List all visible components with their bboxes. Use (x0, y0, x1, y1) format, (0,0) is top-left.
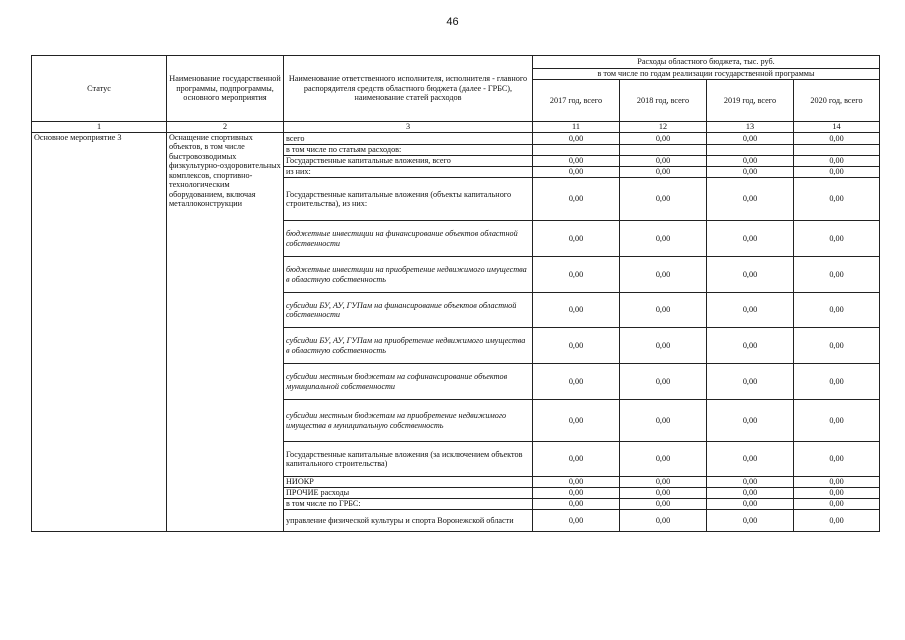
value-2019: 0,00 (707, 499, 794, 510)
value-2020 (794, 145, 880, 156)
value-2020: 0,00 (794, 328, 880, 364)
header-status: Статус (32, 56, 167, 122)
value-2020: 0,00 (794, 167, 880, 178)
row-label: бюджетные инвестиции на приобретение недвижимого имущества в областную собственность (284, 257, 533, 293)
value-2018: 0,00 (620, 488, 707, 499)
value-2017: 0,00 (533, 293, 620, 328)
value-2017: 0,00 (533, 510, 620, 532)
row-label: субсидии БУ, АУ, ГУПам на финансирование объектов областной собственности (284, 293, 533, 328)
value-2018: 0,00 (620, 510, 707, 532)
value-2019: 0,00 (707, 442, 794, 477)
value-2019: 0,00 (707, 477, 794, 488)
value-2020: 0,00 (794, 477, 880, 488)
value-2018: 0,00 (620, 328, 707, 364)
row-label: управление физической культуры и спорта Воронежской области (284, 510, 533, 532)
value-2017: 0,00 (533, 328, 620, 364)
row-label: из них: (284, 167, 533, 178)
header-year-2020: 2020 год, всего (794, 80, 880, 122)
row-label: в том числе по статьям расходов: (284, 145, 533, 156)
value-2020: 0,00 (794, 257, 880, 293)
value-2020: 0,00 (794, 510, 880, 532)
column-number: 12 (620, 122, 707, 133)
column-number-row (32, 122, 880, 133)
table-row (32, 133, 880, 145)
value-2019: 0,00 (707, 221, 794, 257)
value-2017: 0,00 (533, 477, 620, 488)
value-2017 (533, 145, 620, 156)
value-2017: 0,00 (533, 156, 620, 167)
column-number: 11 (533, 122, 620, 133)
value-2020: 0,00 (794, 178, 880, 221)
row-label: Государственные капитальные вложения (за исключением объектов капитального строительства) (284, 442, 533, 477)
value-2019: 0,00 (707, 167, 794, 178)
value-2018: 0,00 (620, 133, 707, 145)
row-label: субсидии местным бюджетам на приобретение недвижимого имущества в муниципальную собственность (284, 400, 533, 442)
value-2019: 0,00 (707, 156, 794, 167)
value-2018: 0,00 (620, 167, 707, 178)
value-2020: 0,00 (794, 221, 880, 257)
header-executor: Наименование ответственного исполнителя, исполнителя - главного распорядителя средств областного бюджета (далее - ГРБС), наименование статей расходов (284, 56, 533, 122)
column-number: 3 (284, 122, 533, 133)
column-number: 14 (794, 122, 880, 133)
value-2017: 0,00 (533, 133, 620, 145)
status-cell: Основное мероприятие 3 (32, 133, 167, 532)
value-2017: 0,00 (533, 400, 620, 442)
value-2017: 0,00 (533, 167, 620, 178)
row-label: субсидии БУ, АУ, ГУПам на приобретение недвижимого имущества в областную собственность (284, 328, 533, 364)
value-2018: 0,00 (620, 221, 707, 257)
value-2018 (620, 145, 707, 156)
value-2019: 0,00 (707, 400, 794, 442)
value-2019: 0,00 (707, 133, 794, 145)
row-label: НИОКР (284, 477, 533, 488)
value-2019: 0,00 (707, 178, 794, 221)
value-2020: 0,00 (794, 133, 880, 145)
value-2017: 0,00 (533, 257, 620, 293)
header-year-2017: 2017 год, всего (533, 80, 620, 122)
column-number: 1 (32, 122, 167, 133)
value-2018: 0,00 (620, 477, 707, 488)
value-2017: 0,00 (533, 178, 620, 221)
row-label: бюджетные инвестиции на финансирование объектов областной собственности (284, 221, 533, 257)
value-2018: 0,00 (620, 364, 707, 400)
header-by-years: в том числе по годам реализации государственной программы (533, 69, 880, 80)
value-2019: 0,00 (707, 257, 794, 293)
program-cell: Оснащение спортивных объектов, в том числе быстровозводимых физкультурно-оздоровительных комплексов, спортивно-технологическим оборудованием, включая металлоконструкции (167, 133, 284, 532)
value-2018: 0,00 (620, 442, 707, 477)
value-2020: 0,00 (794, 156, 880, 167)
value-2017: 0,00 (533, 442, 620, 477)
value-2017: 0,00 (533, 499, 620, 510)
value-2018: 0,00 (620, 400, 707, 442)
header-year-2018: 2018 год, всего (620, 80, 707, 122)
column-number: 2 (167, 122, 284, 133)
row-label: Государственные капитальные вложения (объекты капитального строительства), из них: (284, 178, 533, 221)
value-2019: 0,00 (707, 488, 794, 499)
header-program-name: Наименование государственной программы, подпрограммы, основного мероприятия (167, 56, 284, 122)
row-label: ПРОЧИЕ расходы (284, 488, 533, 499)
header-year-2019: 2019 год, всего (707, 80, 794, 122)
value-2017: 0,00 (533, 221, 620, 257)
value-2019 (707, 145, 794, 156)
value-2018: 0,00 (620, 178, 707, 221)
value-2020: 0,00 (794, 293, 880, 328)
value-2018: 0,00 (620, 156, 707, 167)
value-2020: 0,00 (794, 499, 880, 510)
column-number: 13 (707, 122, 794, 133)
budget-table (31, 55, 880, 532)
value-2017: 0,00 (533, 364, 620, 400)
value-2019: 0,00 (707, 293, 794, 328)
value-2020: 0,00 (794, 400, 880, 442)
value-2019: 0,00 (707, 510, 794, 532)
row-label: Государственные капитальные вложения, всего (284, 156, 533, 167)
value-2020: 0,00 (794, 488, 880, 499)
page-number: 46 (446, 16, 459, 28)
value-2018: 0,00 (620, 257, 707, 293)
value-2017: 0,00 (533, 488, 620, 499)
value-2018: 0,00 (620, 499, 707, 510)
value-2019: 0,00 (707, 364, 794, 400)
value-2020: 0,00 (794, 442, 880, 477)
row-label: всего (284, 133, 533, 145)
value-2019: 0,00 (707, 328, 794, 364)
row-label: в том числе по ГРБС: (284, 499, 533, 510)
value-2018: 0,00 (620, 293, 707, 328)
value-2020: 0,00 (794, 364, 880, 400)
header-expenses: Расходы областного бюджета, тыс. руб. (533, 56, 880, 69)
row-label: субсидии местным бюджетам на софинансирование объектов муниципальной собственности (284, 364, 533, 400)
